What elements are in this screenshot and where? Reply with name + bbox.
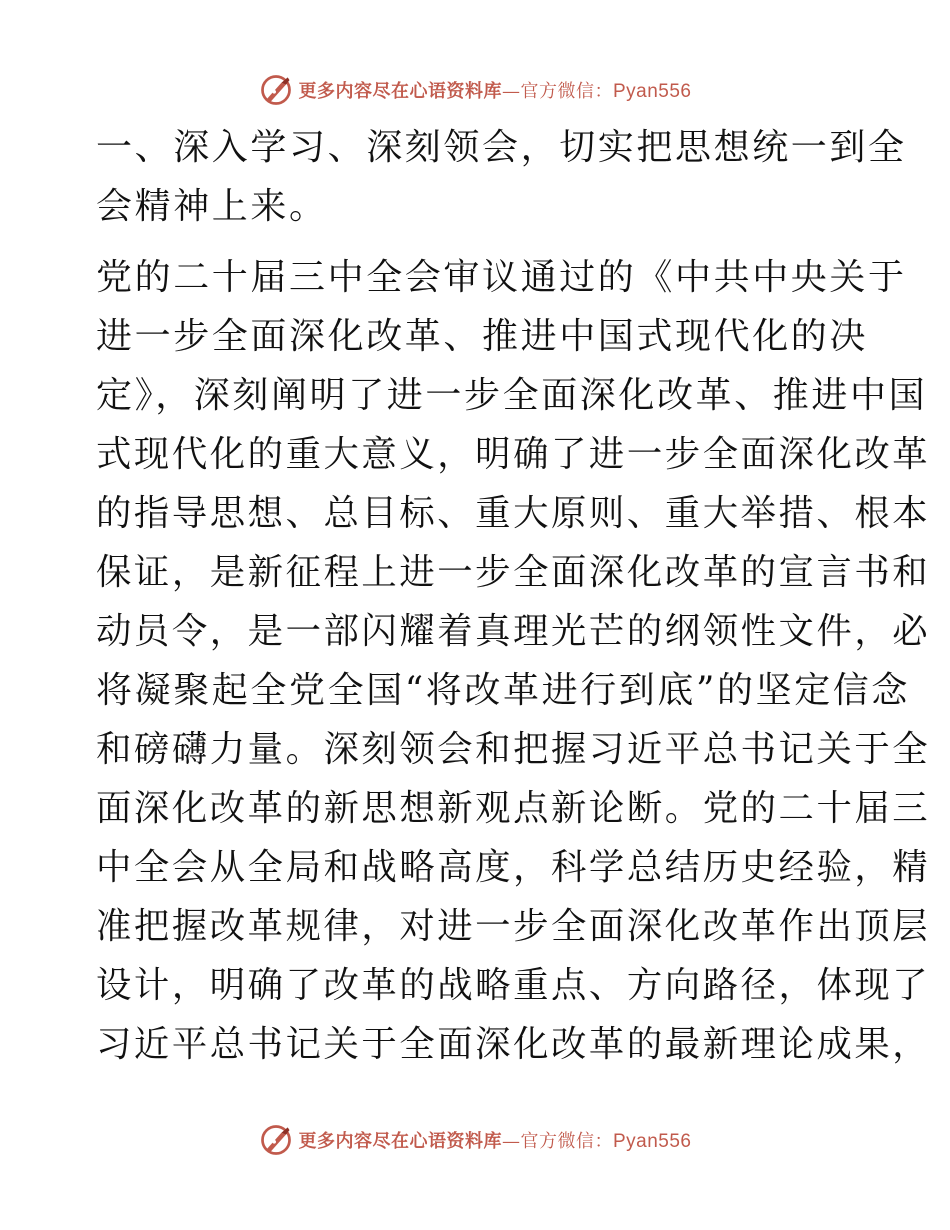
paragraph-line: 习近平总书记关于全面深化改革的最新理论成果， (96, 1024, 931, 1065)
banner-wechat-id: Pyan556 (612, 1131, 692, 1152)
pen-logo-icon (258, 72, 294, 108)
paragraph-line: 面深化改革的新思想新观点新论断。党的二十届三 (96, 788, 931, 829)
paragraph-line: 设计，明确了改革的战略重点、方向路径，体现了 (96, 965, 931, 1006)
banner-wechat-label: 官方微信： (520, 1131, 613, 1152)
paragraph-line: 动员令，是一部闪耀着真理光芒的纲领性文件，必 (96, 611, 931, 652)
paragraph-line: 式现代化的重大意义，明确了进一步全面深化改革 (96, 434, 931, 475)
banner-text (298, 1127, 691, 1153)
banner-separator: — (501, 81, 521, 102)
paragraph-line: 进一步全面深化改革、推进中国式现代化的决 (96, 316, 869, 357)
paragraph-line: 党的二十届三中全会审议通过的《中共中央关于 (96, 257, 907, 298)
section-heading-line-2: 会精神上来。 (96, 186, 328, 227)
paragraph-line: 和磅礴力量。深刻领会和把握习近平总书记关于全 (96, 729, 931, 770)
banner-wechat-label: 官方微信： (520, 81, 613, 102)
banner-wechat-id: Pyan556 (612, 81, 692, 102)
section-heading-line-1: 一、深入学习、深刻领会，切实把思想统一到全 (96, 127, 907, 168)
banner-text (298, 77, 691, 103)
banner-promo-text: 更多内容尽在心语资料库 (298, 81, 502, 102)
paragraph-line: 保证，是新征程上进一步全面深化改革的宣言书和 (96, 552, 931, 593)
pen-logo-icon (258, 1122, 294, 1158)
paragraph-line: 中全会从全局和战略高度，科学总结历史经验，精 (96, 847, 931, 888)
header-banner (0, 70, 950, 110)
paragraph-line: 定》，深刻阐明了进一步全面深化改革、推进中国 (96, 375, 928, 416)
paragraph-line: 的指导思想、总目标、重大原则、重大举措、根本 (96, 493, 931, 534)
footer-banner (0, 1120, 950, 1160)
banner-separator: — (501, 1131, 521, 1152)
paragraph-line: 将凝聚起全党全国“将改革进行到底”的坚定信念 (96, 670, 911, 711)
banner-promo-text: 更多内容尽在心语资料库 (298, 1131, 502, 1152)
paragraph-line: 准把握改革规律，对进一步全面深化改革作出顶层 (96, 906, 931, 947)
